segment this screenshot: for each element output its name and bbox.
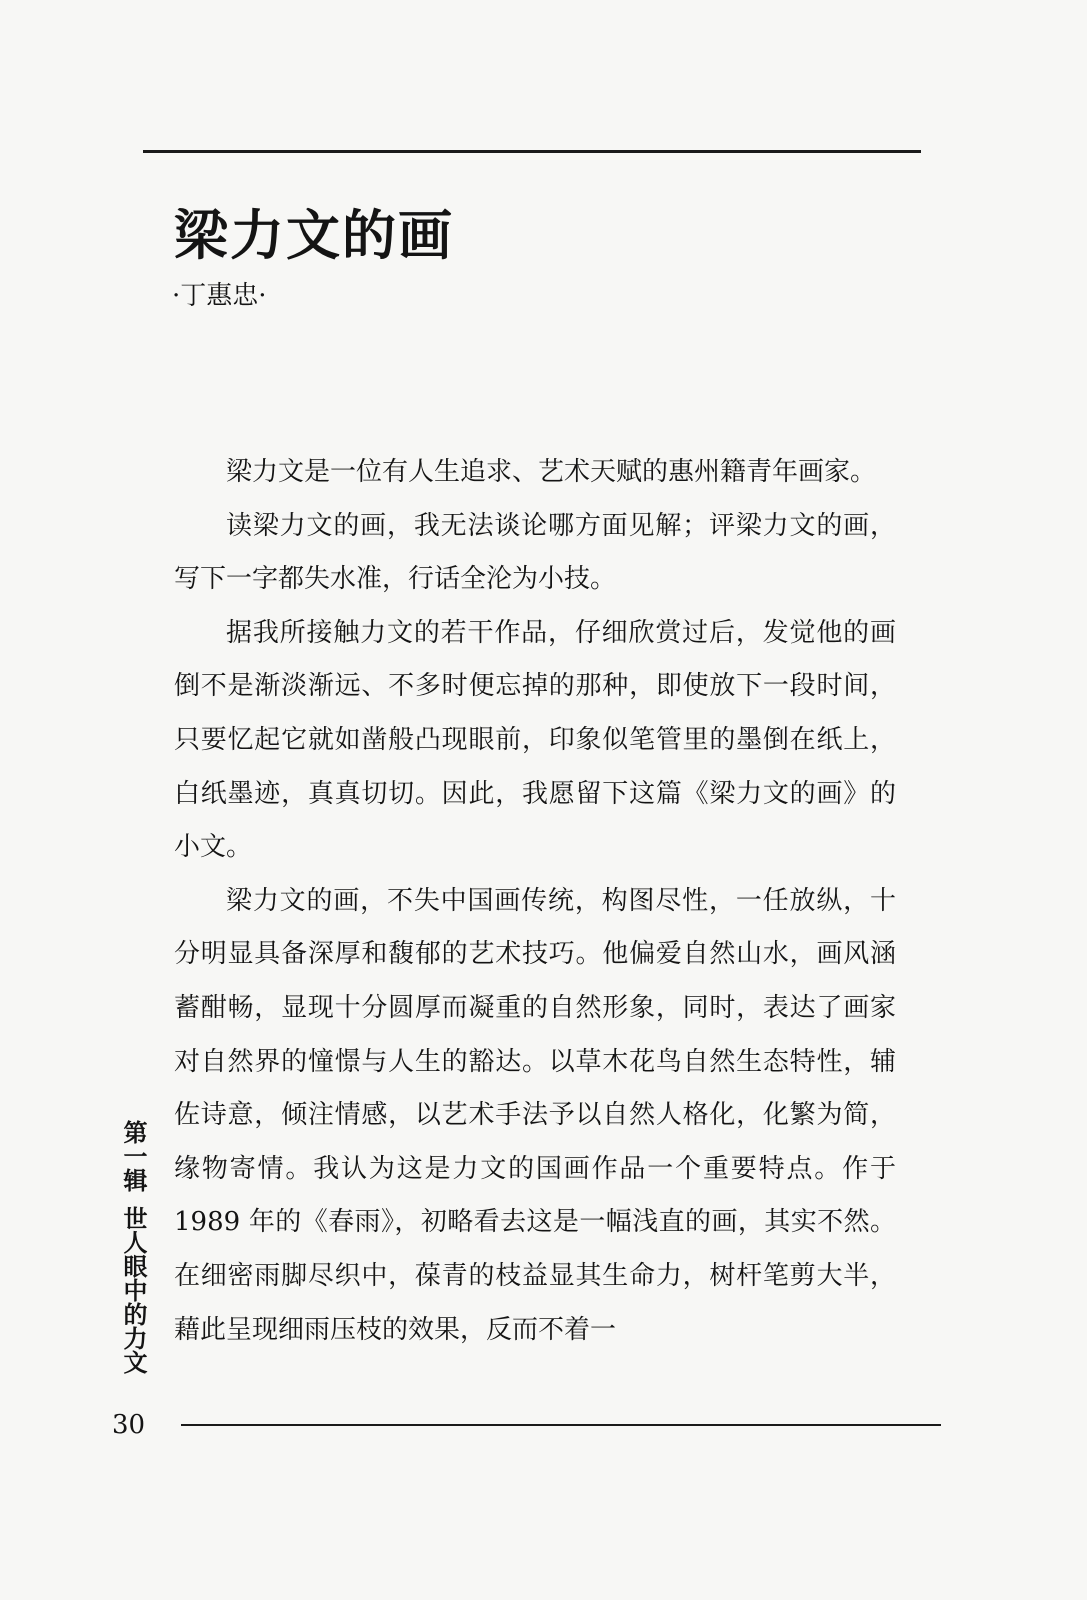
paragraph: 读梁力文的画，我无法谈论哪方面见解；评梁力文的画，写下一字都失水准，行话全沦为小技。 xyxy=(174,510,896,595)
volume-label: 第一辑 xyxy=(119,1120,147,1192)
chapter-side-label xyxy=(116,1120,146,1374)
article-body xyxy=(174,446,896,1357)
article-author: ·丁惠忠· xyxy=(172,281,267,311)
paragraph: 梁力文的画，不失中国画传统，构图尽性，一任放纵，十分明显具备深厚和馥郁的艺术技巧。他偏爱自然山水，画风涵蓄酣畅，显现十分圆厚而凝重的自然形象，同时，表达了画家对自然界的憧憬与人生的豁达。以草木花鸟自然生态特性，辅佐诗意，倾注情感，以艺术手法予以自然人格化，化繁为简，缘物寄情。我认为这是力文的国画作品一个重要特点。作于 1989 年的《春雨》，初略看去这是一幅浅直的画，其实不然。在细密雨脚尽织中，葆青的枝益显其生命力，树杆笔剪大半，藉此呈现细雨压枝的效果，反而不着一 xyxy=(174,885,896,1345)
paragraph: 梁力文是一位有人生追求、艺术天赋的惠州籍青年画家。 xyxy=(226,457,877,487)
article-title: 梁力文的画 xyxy=(174,204,454,267)
top-rule xyxy=(143,150,921,153)
section-label: 世人眼中的力文 xyxy=(119,1206,147,1374)
page-number: 30 xyxy=(112,1410,146,1440)
bottom-rule xyxy=(181,1424,941,1426)
paragraph: 据我所接触力文的若干作品，仔细欣赏过后，发觉他的画倒不是渐淡渐远、不多时便忘掉的那种，即使放下一段时间，只要忆起它就如凿般凸现眼前，印象似笔管里的墨倒在纸上，白纸墨迹，真真切切。因此，我愿留下这篇《梁力文的画》的小文。 xyxy=(174,617,896,863)
